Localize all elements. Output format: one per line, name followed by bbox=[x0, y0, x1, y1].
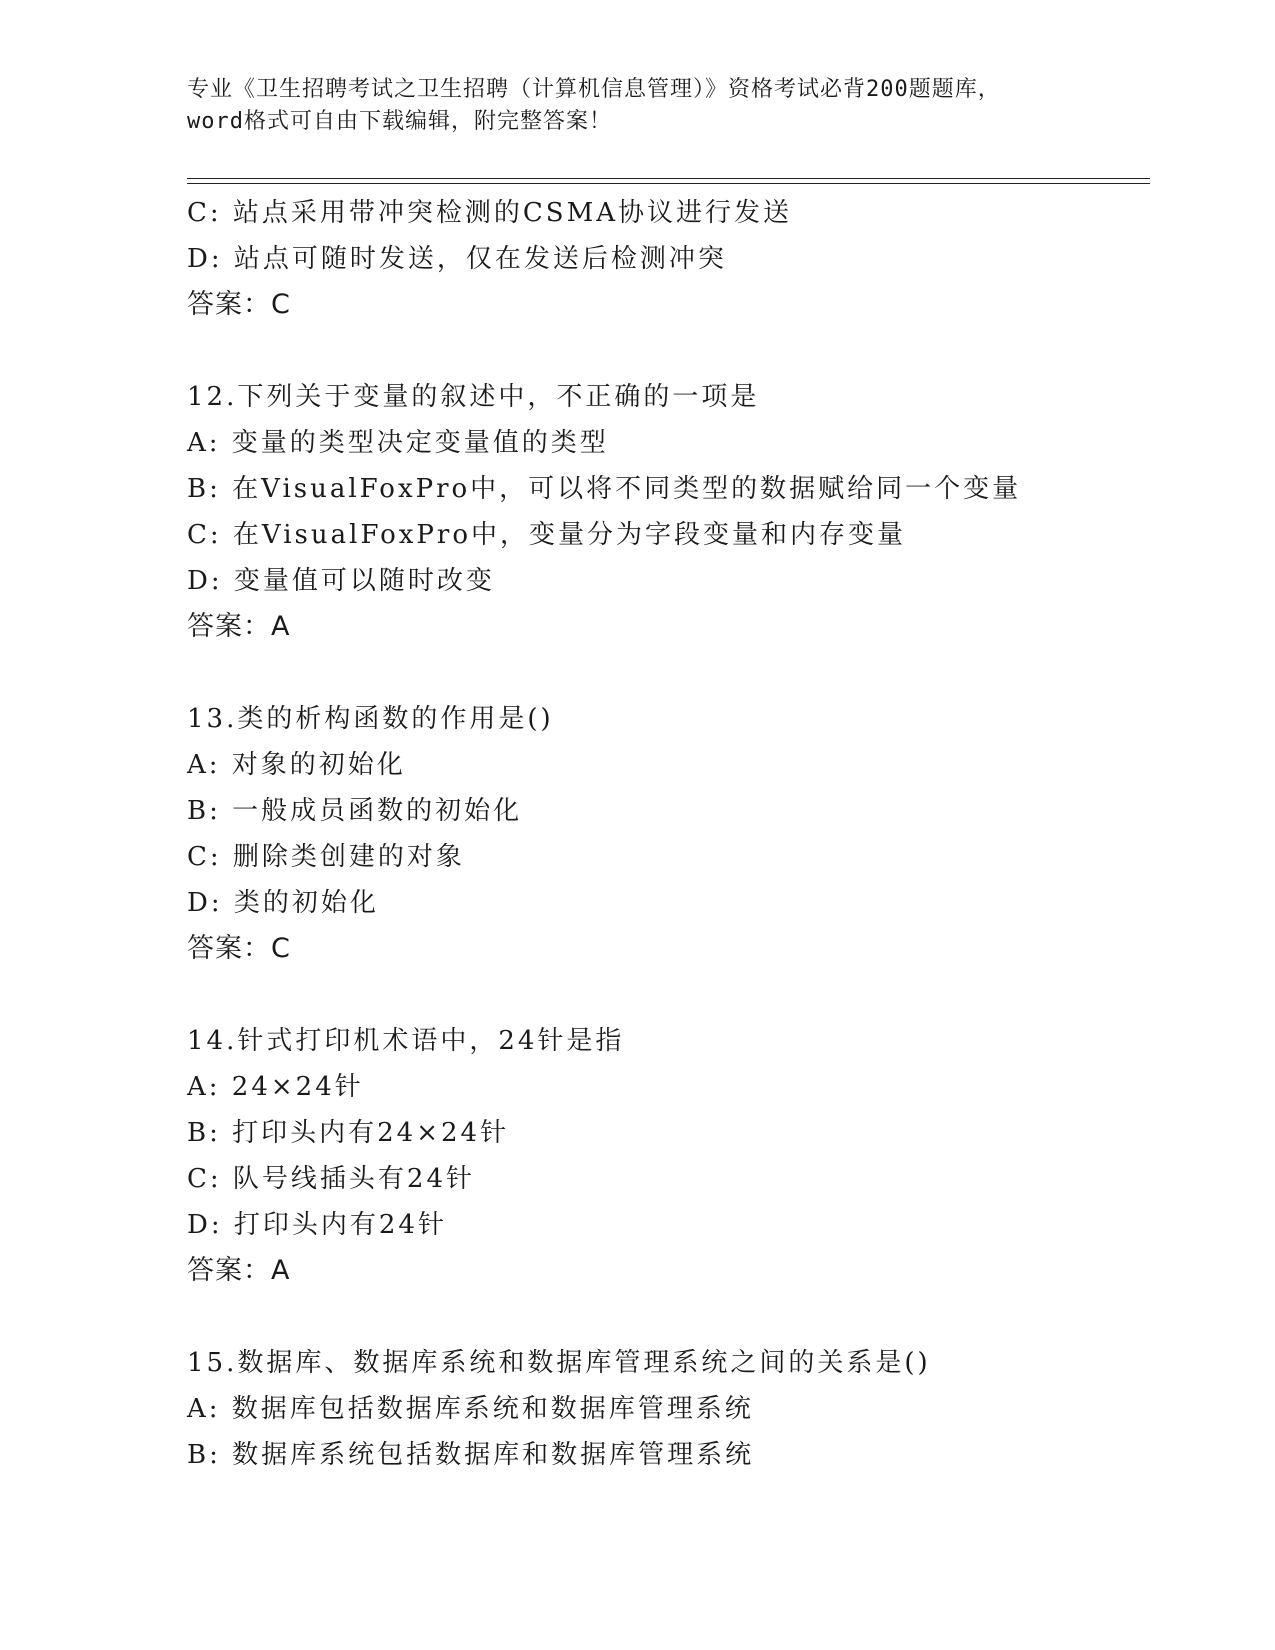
question-text: 12.下列关于变量的叙述中，不正确的一项是 bbox=[187, 382, 760, 412]
option-d: D: 类的初始化 bbox=[187, 888, 379, 918]
option-a: A: 数据库包括数据库系统和数据库管理系统 bbox=[187, 1394, 754, 1424]
document-header bbox=[187, 74, 1087, 138]
spacer bbox=[187, 650, 1147, 696]
option-a: A: 对象的初始化 bbox=[187, 750, 406, 780]
option-c: C: 删除类创建的对象 bbox=[187, 842, 465, 872]
answer-line: 答案：A bbox=[187, 1255, 291, 1286]
answer-line: 答案：A bbox=[187, 611, 291, 642]
option-d: D: 变量值可以随时改变 bbox=[187, 566, 495, 596]
option-b: B: 数据库系统包括数据库和数据库管理系统 bbox=[187, 1440, 755, 1470]
question-text: 15.数据库、数据库系统和数据库管理系统之间的关系是() bbox=[187, 1348, 931, 1378]
option-c: C: 队号线插头有24针 bbox=[187, 1164, 476, 1194]
option-b: B: 打印头内有24×24针 bbox=[187, 1118, 510, 1148]
option-d: D: 打印头内有24针 bbox=[187, 1210, 447, 1240]
spacer bbox=[187, 1294, 1147, 1340]
question-15 bbox=[187, 1340, 1147, 1478]
answer-line: 答案：C bbox=[187, 933, 291, 964]
question-14 bbox=[187, 1018, 1147, 1294]
header-divider-bottom bbox=[187, 183, 1150, 184]
header-line-1: 专业《卫生招聘考试之卫生招聘（计算机信息管理）》资格考试必背200题题库， bbox=[187, 77, 1001, 102]
option-c: C: 站点采用带冲突检测的CSMA协议进行发送 bbox=[187, 198, 793, 228]
question-text: 13.类的析构函数的作用是() bbox=[187, 704, 554, 734]
spacer bbox=[187, 972, 1147, 1018]
question-list bbox=[187, 190, 1147, 1478]
question-13 bbox=[187, 696, 1147, 972]
option-b: B: 一般成员函数的初始化 bbox=[187, 796, 523, 826]
option-c: C: 在VisualFoxPro中，变量分为字段变量和内存变量 bbox=[187, 520, 906, 550]
option-d: D: 站点可随时发送，仅在发送后检测冲突 bbox=[187, 244, 727, 274]
header-divider-top bbox=[187, 178, 1150, 179]
answer-line: 答案：C bbox=[187, 289, 291, 320]
header-line-2: word格式可自由下载编辑，附完整答案！ bbox=[187, 109, 612, 134]
question-text: 14.针式打印机术语中，24针是指 bbox=[187, 1026, 625, 1056]
question-11-tail bbox=[187, 190, 1147, 328]
spacer bbox=[187, 328, 1147, 374]
question-12 bbox=[187, 374, 1147, 650]
option-a: A: 24×24针 bbox=[187, 1072, 364, 1102]
option-a: A: 变量的类型决定变量值的类型 bbox=[187, 428, 609, 458]
option-b: B: 在VisualFoxPro中，可以将不同类型的数据赋给同一个变量 bbox=[187, 474, 1022, 504]
